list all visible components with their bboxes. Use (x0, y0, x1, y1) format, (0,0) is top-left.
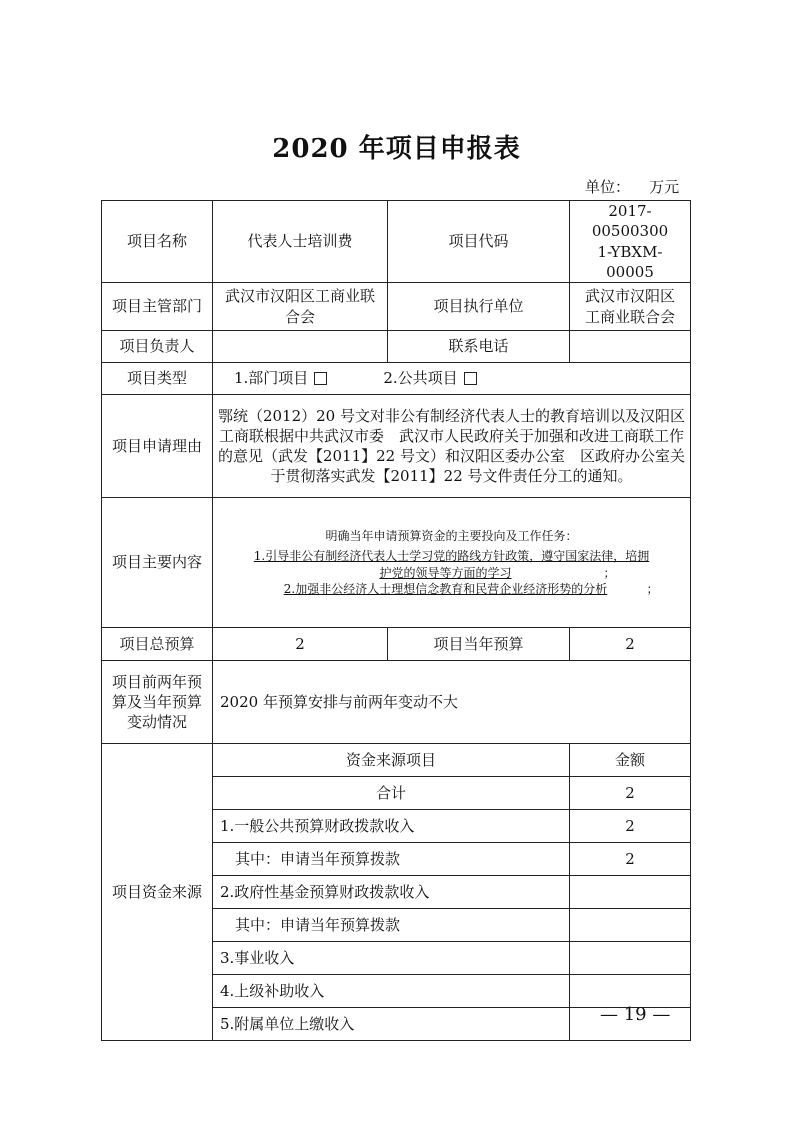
funding-item-amount: 2 (570, 810, 691, 843)
project-code-value (570, 201, 691, 283)
funding-header-row (102, 744, 691, 777)
total-budget-value: 2 (213, 628, 388, 661)
owner-value (213, 331, 388, 363)
page-number: — 19 — (600, 1004, 671, 1025)
total-budget-label: 项目总预算 (102, 628, 213, 661)
budget-change-label-line-3: 变动情况 (126, 713, 187, 732)
department-line-1: 武汉市汉阳区工商业联 (224, 287, 375, 306)
row-project-name (102, 201, 691, 283)
reason-label: 项目申请理由 (102, 395, 213, 498)
budget-change-text: 2020 年预算安排与前两年变动不大 (213, 661, 691, 744)
funding-item-label: 3.事业收入 (213, 942, 570, 975)
executing-unit-value (570, 283, 691, 331)
project-type-label: 项目类型 (102, 363, 213, 395)
content-item-1a: 1.引导非公有制经济代表人士学习党的路线方针政策，遵守国家法律，培拥 (253, 549, 650, 564)
funding-item-amount (570, 942, 691, 975)
project-type-options (213, 363, 691, 395)
main-content-label: 项目主要内容 (102, 498, 213, 628)
funding-item-label: 合计 (213, 777, 570, 810)
type-option-public-label: 2.公共项目 (383, 369, 458, 388)
phone-label: 联系电话 (388, 331, 570, 363)
funding-item-amount (570, 975, 691, 1008)
type-option-public[interactable] (383, 368, 476, 388)
project-code-line-1: 2017-00500300 (591, 202, 669, 241)
row-project-type (102, 363, 691, 395)
funding-item-label: 其中：申请当年预算拨款 (213, 909, 570, 942)
funding-item-label: 2.政府性基金预算财政拨款收入 (213, 876, 570, 909)
checkbox-icon[interactable] (314, 372, 327, 385)
checkbox-icon[interactable] (464, 372, 477, 385)
department-value (213, 283, 388, 331)
project-name-value: 代表人士培训费 (213, 201, 388, 283)
year-budget-value: 2 (570, 628, 691, 661)
row-budget (102, 628, 691, 661)
funding-amount-header: 金额 (570, 744, 691, 777)
budget-change-label-line-2: 算及当年预算 (111, 692, 202, 711)
project-code-label: 项目代码 (388, 201, 570, 283)
content-item-1b-line (217, 565, 686, 581)
executing-unit-line-2: 工商业联合会 (584, 307, 675, 326)
content-item-1b: 护党的领导等方面的学习 (379, 565, 512, 580)
row-budget-change (102, 661, 691, 744)
reason-text: 鄂统（2012）20 号文对非公有制经济代表人士的教育培训以及汉阳区工商联根据中共武汉市委 武汉市人民政府关于加强和改进工商联工作的意见（武发【2011】22 号文）和汉阳区委办公室 区政府办公室关于贯彻落实武发【2011】22 号文件责任分工的通知。 (213, 395, 691, 498)
executing-unit-label: 项目执行单位 (388, 283, 570, 331)
row-department (102, 283, 691, 331)
content-item-2-end: ； (646, 581, 659, 596)
type-option-department-label: 1.部门项目 (234, 369, 309, 388)
page-title: 2020 年项目申报表 (272, 134, 521, 164)
content-intro: 明确当年申请预算资金的主要投向及工作任务： (325, 529, 578, 544)
funding-source-header: 资金来源项目 (213, 744, 570, 777)
funding-source-label: 项目资金来源 (102, 744, 213, 1041)
project-code-line-2: 1-YBXM-00005 (597, 242, 663, 281)
funding-item-label: 5.附属单位上缴收入 (213, 1008, 570, 1041)
department-line-2: 合会 (284, 307, 315, 326)
main-content-text (213, 498, 691, 628)
row-owner (102, 331, 691, 363)
funding-item-amount: 2 (570, 777, 691, 810)
owner-label: 项目负责人 (102, 331, 213, 363)
executing-unit-line-1: 武汉市汉阳区 (584, 287, 675, 306)
budget-change-label (102, 661, 213, 744)
row-reason (102, 395, 691, 498)
funding-item-label: 4.上级补助收入 (213, 975, 570, 1008)
project-application-table (101, 200, 691, 1041)
funding-item-label: 1.一般公共预算财政拨款收入 (213, 810, 570, 843)
department-label: 项目主管部门 (102, 283, 213, 331)
budget-change-label-line-1: 项目前两年预 (111, 672, 202, 691)
year-budget-label: 项目当年预算 (388, 628, 570, 661)
content-item-2-line (217, 581, 686, 597)
funding-item-amount (570, 909, 691, 942)
type-option-department[interactable] (234, 368, 327, 388)
unit-label: 单位： 万元 (585, 178, 680, 196)
funding-item-amount: 2 (570, 843, 691, 876)
content-item-1b-end: ； (603, 565, 616, 580)
funding-item-amount (570, 876, 691, 909)
project-name-label: 项目名称 (102, 201, 213, 283)
content-item-2: 2.加强非公经济人士理想信念教育和民营企业经济形势的分析 (283, 581, 608, 596)
funding-item-label: 其中：申请当年预算拨款 (213, 843, 570, 876)
row-main-content (102, 498, 691, 628)
phone-value (570, 331, 691, 363)
